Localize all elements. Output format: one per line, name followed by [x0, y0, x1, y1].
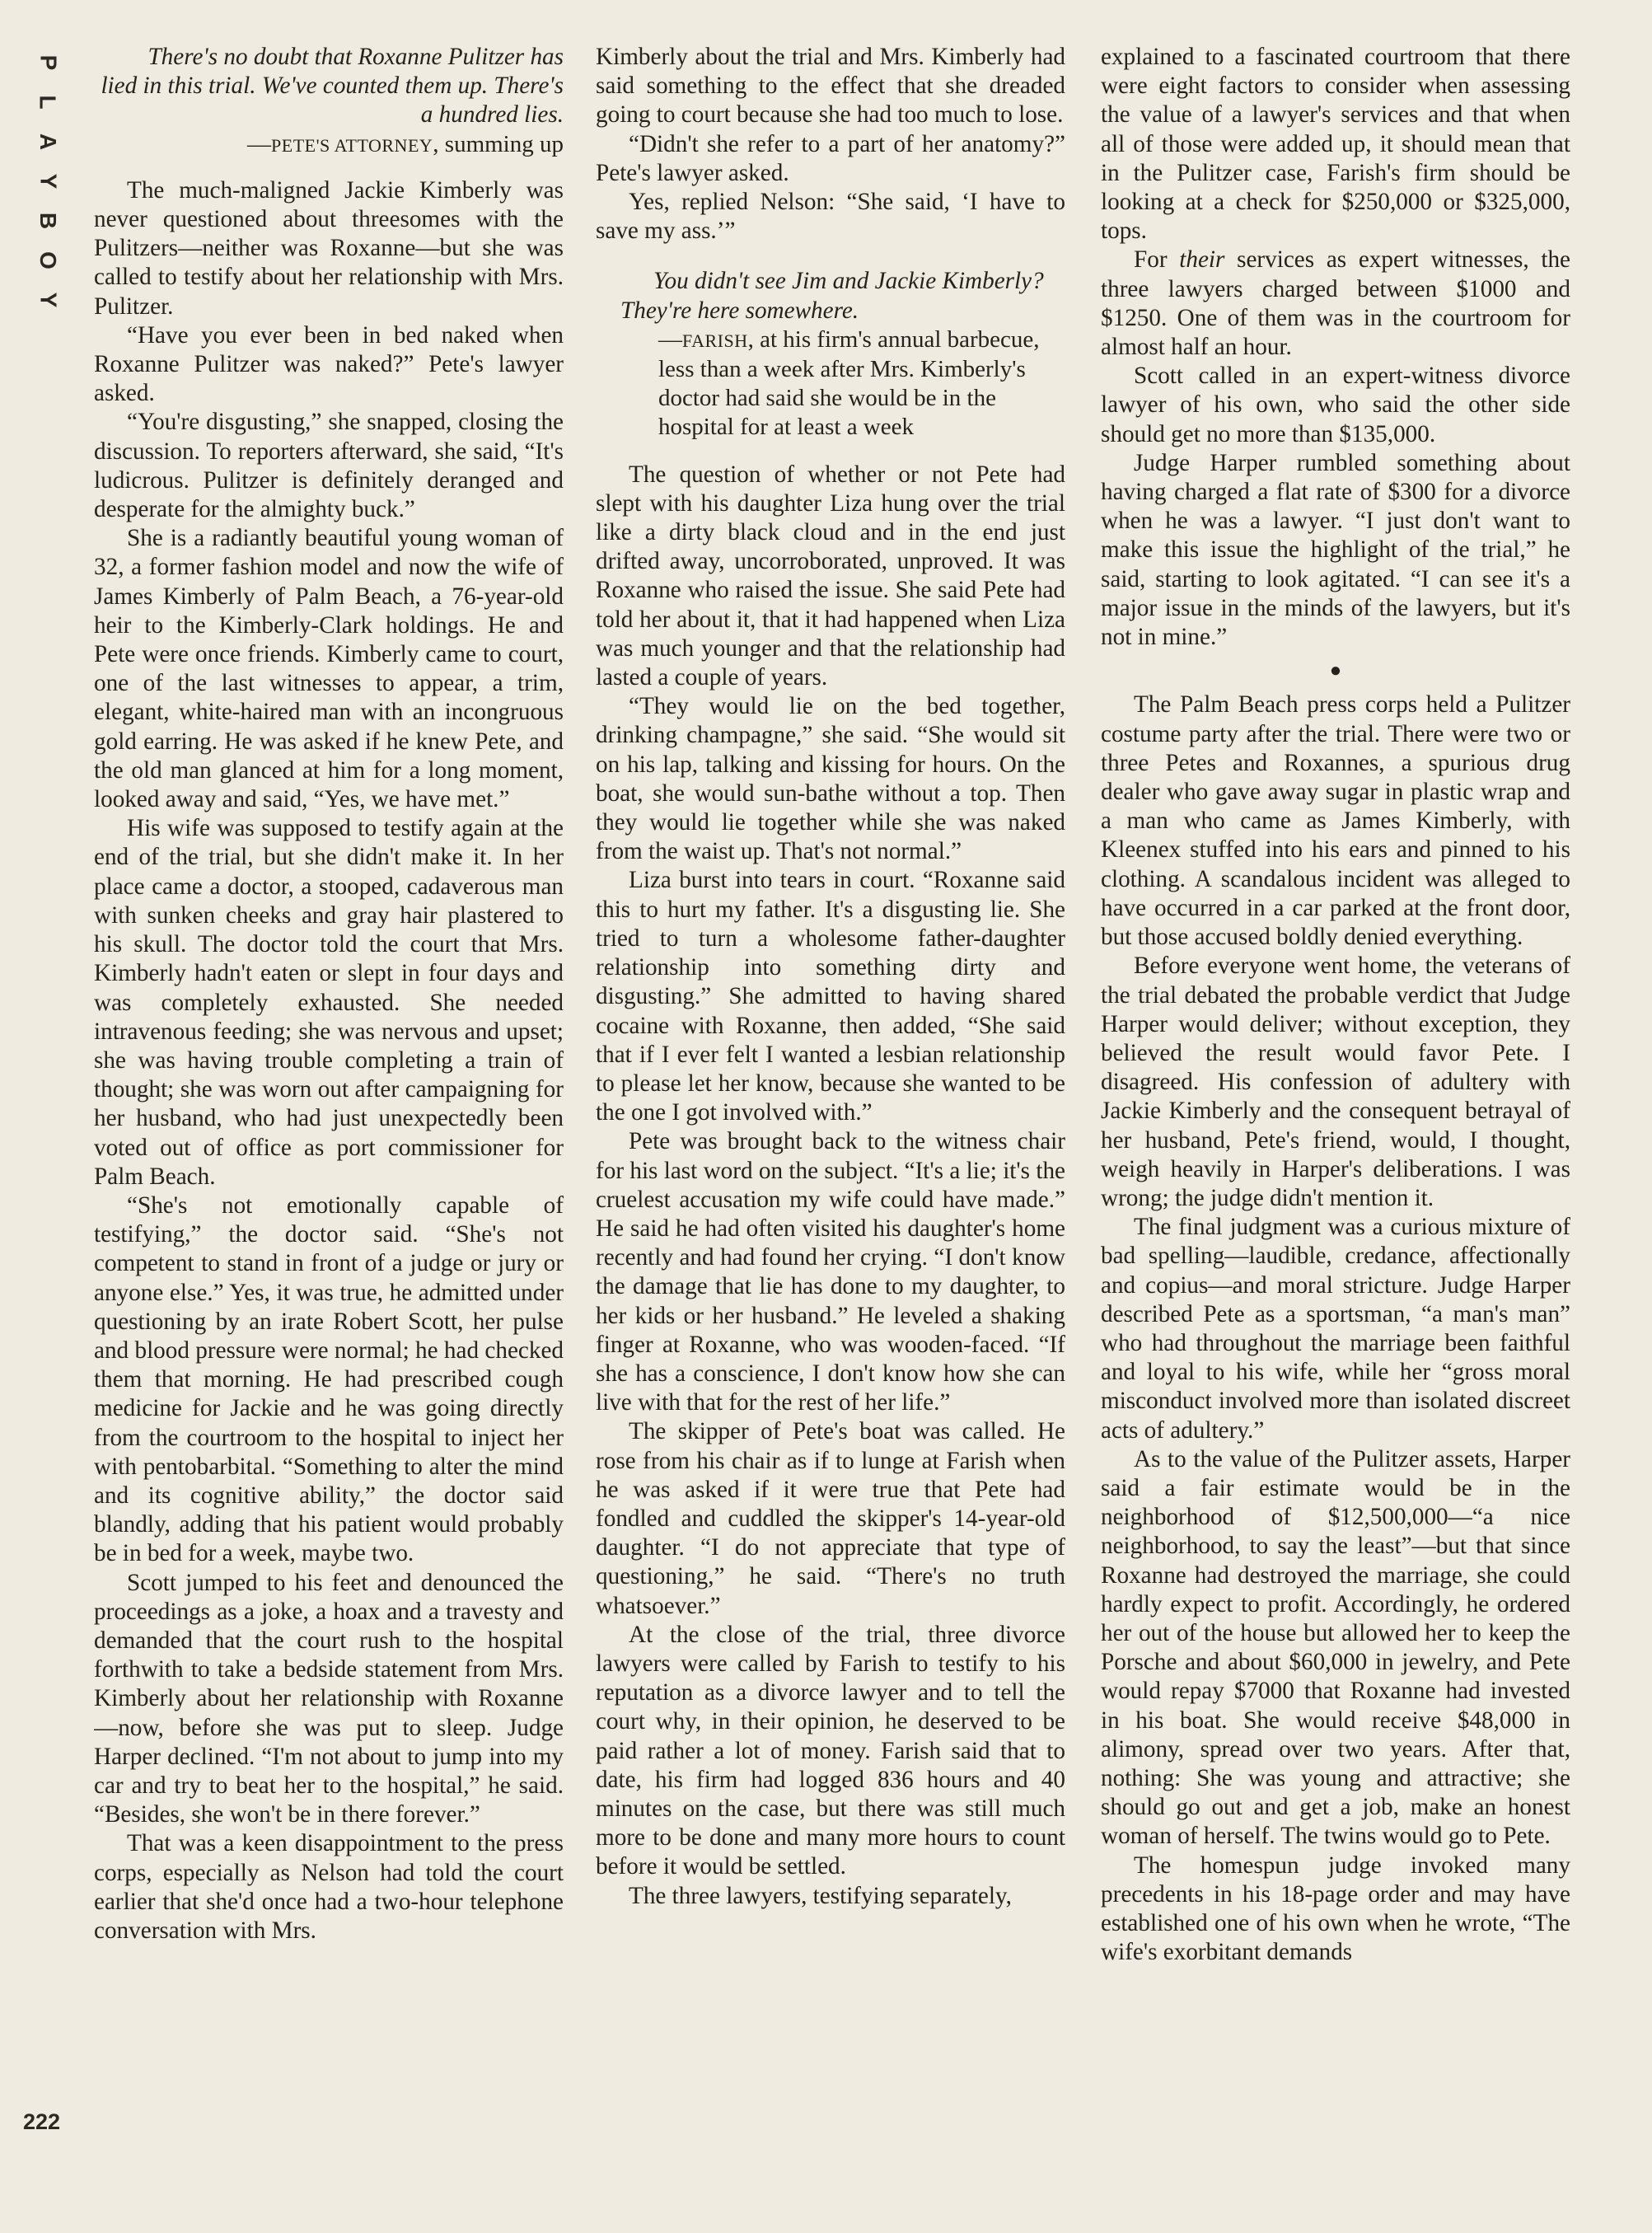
paragraph: The homespun judge invoked many precedents in his 18-page order and may have established one of his own when he wrote, “The wife's exorbitant demands [1101, 1851, 1570, 1966]
paragraph: explained to a fascinated courtroom that there were eight factors to consider when assessing the value of a lawyer's services and that when all of those were added up, it should mean that in the Pulitzer case, Farish's firm should be looking at a check for $250,000 or $325,000, tops. [1101, 44, 1570, 245]
magazine-name-letter: Y [35, 292, 61, 308]
paragraph: Scott jumped to his feet and denounced the proceedings as a joke, a hoax and a travesty and demanded that the court rush to the hospital forthwith to take a bedside statement from Mrs. Kimberly about her relationship with Roxanne—now, before she was put to sleep. Judge Harper declined. “I'm not about to jump into my car and try to beat her to the hospital,” he said. “Besides, she won't be in there forever.” [94, 1569, 564, 1828]
epigraph-quote: There's no doubt that Roxanne Pulitzer has lied in this trial. We've counted them up. There's a hundred lies. [101, 44, 564, 129]
paragraph: Liza burst into tears in court. “Roxanne said this to hurt my father. It's a disgusting lie. She tried to turn a wholesome father-daughter relationship into something dirty and disgusting.” She admitted to having shared cocaine with Roxanne, then added, “She said that if I ever felt I wanted a lesbian relationship to please let her know, because she wanted to be the one I got involved with.” [596, 867, 1065, 1126]
article-column-2 [596, 43, 1065, 2185]
paragraph: “Have you ever been in bed naked when Roxanne Pulitzer was naked?” Pete's lawyer asked. [94, 321, 564, 407]
paragraph: As to the value of the Pulitzer assets, Harper said a fair estimate would be in the neighborhood of $12,500,000—“a nice neighborhood, to say the least”—but that since Roxanne had destroyed the marriage, she could hardly expect to profit. Accordingly, he ordered her out of the house but allowed her to keep the Porsche and about $60,000 in jewelry, and Pete would repay $7000 that Roxanne had invested in his boat. She would receive $48,000 in alimony, spread over two years. After that, nothing: She was young and attractive; she should go out and get a job, make an honest woman of herself. The twins would go to Pete. [1101, 1445, 1570, 1850]
epigraph-attribution: —PETE'S ATTORNEY, summing up [247, 130, 564, 157]
epigraph [620, 267, 1065, 442]
paragraph: The Palm Beach press corps held a Pulitzer costume party after the trial. There were two or three Petes and Roxannes, a spurious drug dealer who gave away sugar in plastic wrap and a man who came as James Kimberly, with Kleenex stuffed into his ears and pinned to his clothing. A scandalous incident was alleged to have occurred in a car parked at the front door, but those accused boldly denied everything. [1101, 691, 1570, 951]
magazine-name-letter: B [35, 212, 61, 230]
magazine-name-vertical [31, 43, 64, 320]
epigraph [94, 43, 564, 160]
page-number: 222 [23, 2109, 61, 2134]
paragraph: His wife was supposed to testify again at the end of the trial, but she didn't make it. In her place came a doctor, a stooped, cadaverous man with sunken cheeks and gray hair plastered to his skull. The doctor told the court that Mrs. Kimberly hadn't eaten or slept in four days and was completely exhausted. She needed intravenous feeding; she was nervous and upset; she was having trouble completing a train of thought; she was worn out after campaigning for her husband, who had just unexpectedly been voted out of office as port commissioner for Palm Beach. [94, 815, 564, 1190]
paragraph: Kimberly about the trial and Mrs. Kimberly had said something to the effect that she dreaded going to court because she had too much to lose. [596, 44, 1065, 129]
magazine-name-letter: P [35, 54, 61, 71]
magazine-name-letter: L [35, 95, 61, 110]
paragraph: “They would lie on the bed together, drinking champagne,” she said. “She would sit on his lap, talking and kissing for hours. On the boat, she would sun-bathe without a top. Then they would lie together while she was naked from the waist up. That's not normal.” [596, 693, 1065, 865]
epigraph-attribution: —FARISH, at his firm's annual barbecue, less than a week after Mrs. Kimberly's doctor had said she would be in the hospital for at least a week [658, 325, 1040, 441]
paragraph: The skipper of Pete's boat was called. He rose from his chair as if to lunge at Farish when he was asked if it were true that Pete had fondled and cuddled the skipper's 14-year-old daughter. “I do not appreciate that type of questioning,” he said. “There's no truth whatsoever.” [596, 1418, 1065, 1619]
paragraph: Before everyone went home, the veterans of the trial debated the probable verdict that Judge Harper would deliver; without exception, they believed the result would favor Pete. I disagreed. His confession of adultery with Jackie Kimberly and the consequent betrayal of her husband, Pete's friend, would, I thought, weigh heavily in Harper's deliberations. I was wrong; the judge didn't mention it. [1101, 953, 1570, 1211]
paragraph: The much-maligned Jackie Kimberly was never questioned about threesomes with the Pulitzers—neither was Roxanne—but she was called to testify about her relationship with Mrs. Pulitzer. [94, 176, 564, 320]
paragraph: For their services as expert witnesses, the three lawyers charged between $1000 and $1250. One of them was in the courtroom for almost half an hour. [1101, 246, 1570, 361]
article-column-3 [1101, 43, 1570, 2185]
paragraph: That was a keen disappointment to the press corps, especially as Nelson had told the court earlier that she'd once had a two-hour telephone conversation with Mrs. [94, 1830, 564, 1944]
paragraph: The final judgment was a curious mixture of bad spelling—laudible, credance, affectionally and copius—and moral stricture. Judge Harper described Pete as a sportsman, “a man's man” who had throughout the marriage been faithful and loyal to his wife, while her “gross moral misconduct involved more than isolated discreet acts of adultery.” [1101, 1214, 1570, 1444]
paragraph: Scott called in an expert-witness divorce lawyer of his own, who said the other side should get no more than $135,000. [1101, 363, 1570, 447]
paragraph: “She's not emotionally capable of testifying,” the doctor said. “She's not competent to stand in front of a judge or jury or anyone else.” Yes, it was true, he admitted under questioning by an irate Robert Scott, her pulse and blood pressure were normal; he had checked them that morning. He had prescribed cough medicine for Jackie and he was going directly from the courtroom to the hospital to inject her with pentobarbital. “Something to alter the mind and its cognitive ability,” the doctor said blandly, adding that his patient would probably be in bed for a week, maybe two. [94, 1191, 564, 1567]
epigraph-quote: You didn't see Jim and Jackie Kimberly? They're here somewhere. [620, 268, 1044, 324]
article-column-1 [94, 43, 564, 2185]
paragraph: She is a radiantly beautiful young woman of 32, a former fashion model and now the wife of James Kimberly of Palm Beach, a 76-year-old heir to the Kimberly-Clark holdings. He and Pete were once friends. Kimberly came to court, one of the last witnesses to appear, a trim, elegant, white-haired man with an incongruous gold earring. He was asked if he knew Pete, and the old man glanced at him for a long moment, looked away and said, “Yes, we have met.” [94, 525, 564, 813]
paragraph: “You're disgusting,” she snapped, closing the discussion. To reporters afterward, she said, “It's ludicrous. Pulitzer is definitely deranged and desperate for the almighty buck.” [94, 409, 564, 523]
magazine-name-letter: O [35, 251, 61, 269]
magazine-name-letter: Y [35, 173, 61, 190]
paragraph: The question of whether or not Pete had slept with his daughter Liza hung over the trial like a dirty black cloud and in the end just drifted away, uncorroborated, unproved. It was Roxanne who raised the issue. She said Pete had told her about it, that it had happened when Liza was much younger and that the relationship had lasted a couple of years. [596, 461, 1065, 691]
paragraph: “Didn't she refer to a part of her anatomy?” Pete's lawyer asked. [596, 130, 1065, 186]
paragraph: Judge Harper rumbled something about having charged a flat rate of $300 for a divorce when he was a lawyer. “I just don't want to make this issue the highlight of the trial,” he said, starting to look agitated. “I can see it's a major issue in the minds of the lawyers, but it's not in mine.” [1101, 449, 1570, 651]
paragraph: Yes, replied Nelson: “She said, ‘I have to save my ass.’” [596, 189, 1065, 245]
paragraph: At the close of the trial, three divorce lawyers were called by Farish to testify to his reputation as a divorce lawyer and to tell the court why, in their opinion, he deserved to be paid rather a lot of money. Farish said that to date, his firm had logged 836 hours and 40 minutes on the case, but there was still much more to be done and many more hours to count before it would be settled. [596, 1621, 1065, 1880]
magazine-name-letter: A [35, 133, 61, 151]
paragraph: Pete was brought back to the witness chair for his last word on the subject. “It's a lie; it's the cruelest accusation my wife could have made.” He said he had often visited his daughter's home recently and had found her crying. “I don't know the damage that lie has done to my daughter, to her kids or her husband.” He leveled a shaking finger at Roxanne, who was wooden-faced. “If she has a conscience, I don't know how she can live with that for the rest of her life.” [596, 1128, 1065, 1416]
paragraph: The three lawyers, testifying separately, [629, 1882, 1012, 1909]
section-bullet: ● [1329, 660, 1342, 682]
